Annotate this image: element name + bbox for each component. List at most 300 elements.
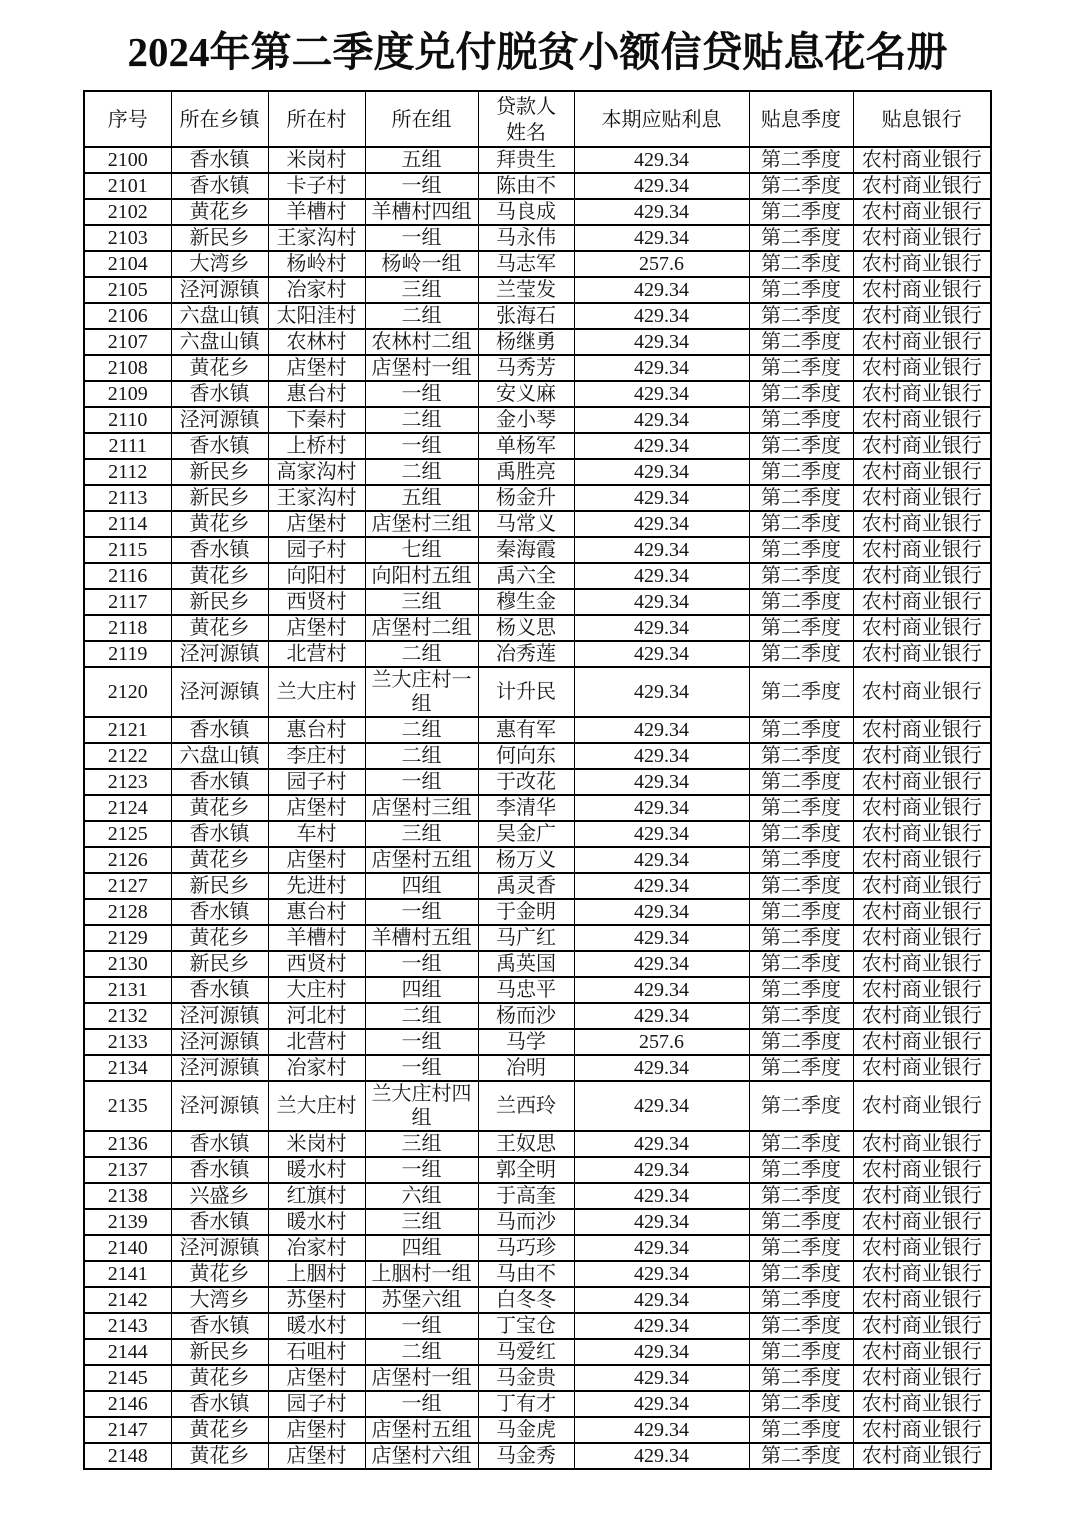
cell-group: 二组 <box>365 459 478 485</box>
cell-village: 店堡村 <box>268 1417 365 1443</box>
cell-group: 店堡村三组 <box>365 511 478 537</box>
table-header-row <box>84 91 991 147</box>
cell-interest: 429.34 <box>574 381 749 407</box>
cell-borrower-name: 杨金升 <box>478 485 574 511</box>
cell-group: 二组 <box>365 717 478 743</box>
table-row <box>84 225 991 251</box>
cell-serial: 2101 <box>84 173 171 199</box>
cell-bank: 农村商业银行 <box>853 795 991 821</box>
cell-serial: 2111 <box>84 433 171 459</box>
table-row <box>84 821 991 847</box>
cell-interest: 429.34 <box>574 795 749 821</box>
cell-serial: 2126 <box>84 847 171 873</box>
cell-village: 惠台村 <box>268 717 365 743</box>
cell-interest: 429.34 <box>574 277 749 303</box>
cell-interest: 429.34 <box>574 1209 749 1235</box>
cell-borrower-name: 杨继勇 <box>478 329 574 355</box>
cell-serial: 2144 <box>84 1339 171 1365</box>
cell-serial: 2133 <box>84 1029 171 1055</box>
cell-quarter: 第二季度 <box>749 329 853 355</box>
cell-bank: 农村商业银行 <box>853 173 991 199</box>
cell-township: 六盘山镇 <box>171 303 268 329</box>
cell-village: 卡子村 <box>268 173 365 199</box>
cell-quarter: 第二季度 <box>749 1157 853 1183</box>
table-row <box>84 899 991 925</box>
cell-quarter: 第二季度 <box>749 1183 853 1209</box>
cell-interest: 429.34 <box>574 1287 749 1313</box>
cell-village: 上桥村 <box>268 433 365 459</box>
cell-township: 新民乡 <box>171 951 268 977</box>
cell-bank: 农村商业银行 <box>853 1131 991 1157</box>
cell-serial: 2130 <box>84 951 171 977</box>
table-row <box>84 1313 991 1339</box>
table-row <box>84 1365 991 1391</box>
cell-bank: 农村商业银行 <box>853 589 991 615</box>
cell-group: 七组 <box>365 537 478 563</box>
cell-interest: 429.34 <box>574 485 749 511</box>
subsidy-roster-table <box>83 90 992 1470</box>
table-row <box>84 925 991 951</box>
cell-bank: 农村商业银行 <box>853 615 991 641</box>
cell-interest: 429.34 <box>574 1235 749 1261</box>
cell-bank: 农村商业银行 <box>853 977 991 1003</box>
cell-bank: 农村商业银行 <box>853 537 991 563</box>
cell-quarter: 第二季度 <box>749 225 853 251</box>
cell-group: 羊槽村五组 <box>365 925 478 951</box>
cell-quarter: 第二季度 <box>749 407 853 433</box>
cell-serial: 2147 <box>84 1417 171 1443</box>
cell-borrower-name: 秦海霞 <box>478 537 574 563</box>
cell-interest: 429.34 <box>574 1131 749 1157</box>
cell-serial: 2138 <box>84 1183 171 1209</box>
cell-quarter: 第二季度 <box>749 951 853 977</box>
cell-township: 香水镇 <box>171 147 268 173</box>
cell-township: 新民乡 <box>171 1339 268 1365</box>
cell-interest: 429.34 <box>574 977 749 1003</box>
cell-borrower-name: 于改花 <box>478 769 574 795</box>
cell-bank: 农村商业银行 <box>853 1365 991 1391</box>
cell-serial: 2146 <box>84 1391 171 1417</box>
cell-group: 二组 <box>365 743 478 769</box>
cell-serial: 2103 <box>84 225 171 251</box>
cell-borrower-name: 张海石 <box>478 303 574 329</box>
cell-serial: 2108 <box>84 355 171 381</box>
cell-quarter: 第二季度 <box>749 795 853 821</box>
cell-group: 羊槽村四组 <box>365 199 478 225</box>
cell-borrower-name: 马常义 <box>478 511 574 537</box>
cell-quarter: 第二季度 <box>749 615 853 641</box>
cell-village: 红旗村 <box>268 1183 365 1209</box>
table-row <box>84 615 991 641</box>
cell-village: 兰大庄村 <box>268 667 365 717</box>
cell-quarter: 第二季度 <box>749 1287 853 1313</box>
cell-village: 杨岭村 <box>268 251 365 277</box>
cell-township: 香水镇 <box>171 717 268 743</box>
page-title: 2024年第二季度兑付脱贫小额信贷贴息花名册 <box>127 29 948 75</box>
cell-township: 六盘山镇 <box>171 329 268 355</box>
cell-township: 六盘山镇 <box>171 743 268 769</box>
cell-village: 店堡村 <box>268 511 365 537</box>
cell-village: 农林村 <box>268 329 365 355</box>
cell-serial: 2128 <box>84 899 171 925</box>
cell-group: 一组 <box>365 899 478 925</box>
cell-serial: 2127 <box>84 873 171 899</box>
cell-serial: 2117 <box>84 589 171 615</box>
cell-borrower-name: 安义麻 <box>478 381 574 407</box>
cell-borrower-name: 丁宝仓 <box>478 1313 574 1339</box>
cell-group: 四组 <box>365 873 478 899</box>
cell-borrower-name: 于高奎 <box>478 1183 574 1209</box>
cell-interest: 429.34 <box>574 821 749 847</box>
cell-township: 香水镇 <box>171 381 268 407</box>
cell-interest: 429.34 <box>574 1365 749 1391</box>
cell-group: 二组 <box>365 641 478 667</box>
cell-borrower-name: 马良成 <box>478 199 574 225</box>
cell-village: 园子村 <box>268 769 365 795</box>
cell-quarter: 第二季度 <box>749 1055 853 1081</box>
cell-group: 二组 <box>365 407 478 433</box>
cell-borrower-name: 禹英国 <box>478 951 574 977</box>
cell-borrower-name: 马学 <box>478 1029 574 1055</box>
cell-village: 惠台村 <box>268 899 365 925</box>
header-interest-due: 本期应贴利息 <box>574 91 749 147</box>
cell-group: 三组 <box>365 277 478 303</box>
cell-bank: 农村商业银行 <box>853 1261 991 1287</box>
cell-village: 王家沟村 <box>268 485 365 511</box>
cell-township: 新民乡 <box>171 873 268 899</box>
cell-borrower-name: 禹六全 <box>478 563 574 589</box>
cell-borrower-name: 计升民 <box>478 667 574 717</box>
cell-interest: 429.34 <box>574 433 749 459</box>
cell-quarter: 第二季度 <box>749 1339 853 1365</box>
cell-borrower-name: 兰西玲 <box>478 1081 574 1131</box>
cell-serial: 2115 <box>84 537 171 563</box>
cell-bank: 农村商业银行 <box>853 407 991 433</box>
cell-quarter: 第二季度 <box>749 925 853 951</box>
cell-group: 向阳村五组 <box>365 563 478 589</box>
cell-bank: 农村商业银行 <box>853 899 991 925</box>
cell-quarter: 第二季度 <box>749 743 853 769</box>
header-subsidy-quarter: 贴息季度 <box>749 91 853 147</box>
cell-borrower-name: 马巧珍 <box>478 1235 574 1261</box>
cell-township: 香水镇 <box>171 1131 268 1157</box>
cell-serial: 2102 <box>84 199 171 225</box>
cell-bank: 农村商业银行 <box>853 381 991 407</box>
cell-borrower-name: 金小琴 <box>478 407 574 433</box>
table-row <box>84 485 991 511</box>
cell-township: 泾河源镇 <box>171 1029 268 1055</box>
cell-interest: 429.34 <box>574 1339 749 1365</box>
cell-serial: 2141 <box>84 1261 171 1287</box>
cell-interest: 429.34 <box>574 641 749 667</box>
cell-village: 上胭村 <box>268 1261 365 1287</box>
table-row <box>84 329 991 355</box>
cell-bank: 农村商业银行 <box>853 769 991 795</box>
cell-group: 四组 <box>365 977 478 1003</box>
table-row <box>84 1235 991 1261</box>
cell-interest: 429.34 <box>574 355 749 381</box>
table-row <box>84 537 991 563</box>
cell-interest: 429.34 <box>574 589 749 615</box>
cell-quarter: 第二季度 <box>749 1365 853 1391</box>
table-row <box>84 1443 991 1469</box>
cell-borrower-name: 冶秀莲 <box>478 641 574 667</box>
cell-quarter: 第二季度 <box>749 199 853 225</box>
cell-bank: 农村商业银行 <box>853 821 991 847</box>
cell-township: 黄花乡 <box>171 795 268 821</box>
cell-bank: 农村商业银行 <box>853 1313 991 1339</box>
cell-serial: 2131 <box>84 977 171 1003</box>
cell-village: 冶家村 <box>268 277 365 303</box>
cell-interest: 429.34 <box>574 1183 749 1209</box>
cell-bank: 农村商业银行 <box>853 1209 991 1235</box>
header-village: 所在村 <box>268 91 365 147</box>
cell-quarter: 第二季度 <box>749 1081 853 1131</box>
cell-village: 店堡村 <box>268 615 365 641</box>
cell-bank: 农村商业银行 <box>853 743 991 769</box>
cell-village: 苏堡村 <box>268 1287 365 1313</box>
cell-interest: 257.6 <box>574 251 749 277</box>
cell-bank: 农村商业银行 <box>853 1055 991 1081</box>
cell-borrower-name: 吴金广 <box>478 821 574 847</box>
cell-borrower-name: 马金虎 <box>478 1417 574 1443</box>
cell-township: 新民乡 <box>171 589 268 615</box>
cell-township: 泾河源镇 <box>171 277 268 303</box>
cell-serial: 2136 <box>84 1131 171 1157</box>
cell-village: 李庄村 <box>268 743 365 769</box>
table-row <box>84 1055 991 1081</box>
cell-borrower-name: 马由不 <box>478 1261 574 1287</box>
cell-serial: 2110 <box>84 407 171 433</box>
cell-township: 香水镇 <box>171 537 268 563</box>
cell-quarter: 第二季度 <box>749 1029 853 1055</box>
cell-bank: 农村商业银行 <box>853 847 991 873</box>
cell-serial: 2100 <box>84 147 171 173</box>
cell-bank: 农村商业银行 <box>853 1029 991 1055</box>
cell-township: 香水镇 <box>171 977 268 1003</box>
cell-village: 米岗村 <box>268 147 365 173</box>
cell-township: 泾河源镇 <box>171 641 268 667</box>
cell-village: 西贤村 <box>268 589 365 615</box>
cell-township: 黄花乡 <box>171 1261 268 1287</box>
cell-township: 兴盛乡 <box>171 1183 268 1209</box>
cell-quarter: 第二季度 <box>749 277 853 303</box>
cell-village: 暖水村 <box>268 1157 365 1183</box>
cell-borrower-name: 单杨军 <box>478 433 574 459</box>
cell-interest: 429.34 <box>574 1003 749 1029</box>
cell-interest: 429.34 <box>574 847 749 873</box>
cell-borrower-name: 马而沙 <box>478 1209 574 1235</box>
cell-bank: 农村商业银行 <box>853 1183 991 1209</box>
cell-borrower-name: 杨而沙 <box>478 1003 574 1029</box>
cell-group: 一组 <box>365 225 478 251</box>
cell-township: 黄花乡 <box>171 925 268 951</box>
cell-serial: 2113 <box>84 485 171 511</box>
cell-borrower-name: 白冬冬 <box>478 1287 574 1313</box>
cell-township: 新民乡 <box>171 225 268 251</box>
cell-borrower-name: 杨万义 <box>478 847 574 873</box>
cell-village: 园子村 <box>268 537 365 563</box>
cell-borrower-name: 杨义思 <box>478 615 574 641</box>
cell-interest: 429.34 <box>574 225 749 251</box>
cell-interest: 429.34 <box>574 329 749 355</box>
cell-village: 暖水村 <box>268 1313 365 1339</box>
table-row <box>84 1157 991 1183</box>
cell-group: 杨岭一组 <box>365 251 478 277</box>
cell-quarter: 第二季度 <box>749 459 853 485</box>
cell-serial: 2137 <box>84 1157 171 1183</box>
cell-serial: 2139 <box>84 1209 171 1235</box>
cell-group: 五组 <box>365 147 478 173</box>
cell-group: 三组 <box>365 821 478 847</box>
cell-quarter: 第二季度 <box>749 847 853 873</box>
cell-bank: 农村商业银行 <box>853 433 991 459</box>
table-row <box>84 1339 991 1365</box>
cell-quarter: 第二季度 <box>749 977 853 1003</box>
cell-serial: 2129 <box>84 925 171 951</box>
cell-borrower-name: 陈由不 <box>478 173 574 199</box>
cell-borrower-name: 马忠平 <box>478 977 574 1003</box>
header-subsidy-bank: 贴息银行 <box>853 91 991 147</box>
cell-quarter: 第二季度 <box>749 1313 853 1339</box>
cell-group: 一组 <box>365 433 478 459</box>
cell-bank: 农村商业银行 <box>853 199 991 225</box>
cell-bank: 农村商业银行 <box>853 925 991 951</box>
table-row <box>84 511 991 537</box>
table-row <box>84 641 991 667</box>
cell-township: 黄花乡 <box>171 847 268 873</box>
cell-interest: 429.34 <box>574 1055 749 1081</box>
cell-township: 大湾乡 <box>171 1287 268 1313</box>
cell-village: 店堡村 <box>268 1365 365 1391</box>
cell-interest: 429.34 <box>574 1081 749 1131</box>
cell-bank: 农村商业银行 <box>853 1157 991 1183</box>
header-borrower-name: 贷款人姓名 <box>478 91 574 147</box>
cell-group: 二组 <box>365 303 478 329</box>
cell-group: 五组 <box>365 485 478 511</box>
cell-township: 香水镇 <box>171 821 268 847</box>
cell-township: 黄花乡 <box>171 615 268 641</box>
cell-quarter: 第二季度 <box>749 821 853 847</box>
cell-interest: 429.34 <box>574 537 749 563</box>
cell-township: 泾河源镇 <box>171 407 268 433</box>
cell-group: 店堡村二组 <box>365 615 478 641</box>
table-row <box>84 173 991 199</box>
cell-quarter: 第二季度 <box>749 1261 853 1287</box>
cell-village: 米岗村 <box>268 1131 365 1157</box>
cell-interest: 429.34 <box>574 199 749 225</box>
cell-township: 香水镇 <box>171 1391 268 1417</box>
table-row <box>84 847 991 873</box>
cell-serial: 2107 <box>84 329 171 355</box>
cell-serial: 2132 <box>84 1003 171 1029</box>
cell-serial: 2121 <box>84 717 171 743</box>
cell-township: 黄花乡 <box>171 563 268 589</box>
cell-group: 店堡村六组 <box>365 1443 478 1469</box>
cell-township: 香水镇 <box>171 899 268 925</box>
cell-serial: 2123 <box>84 769 171 795</box>
cell-serial: 2104 <box>84 251 171 277</box>
cell-interest: 429.34 <box>574 951 749 977</box>
cell-group: 六组 <box>365 1183 478 1209</box>
table-row <box>84 589 991 615</box>
cell-bank: 农村商业银行 <box>853 277 991 303</box>
cell-serial: 2105 <box>84 277 171 303</box>
cell-village: 羊槽村 <box>268 199 365 225</box>
cell-township: 香水镇 <box>171 1157 268 1183</box>
cell-serial: 2119 <box>84 641 171 667</box>
cell-group: 一组 <box>365 1029 478 1055</box>
cell-borrower-name: 马广红 <box>478 925 574 951</box>
cell-borrower-name: 马金秀 <box>478 1443 574 1469</box>
cell-bank: 农村商业银行 <box>853 511 991 537</box>
cell-borrower-name: 何向东 <box>478 743 574 769</box>
cell-interest: 429.34 <box>574 769 749 795</box>
header-township: 所在乡镇 <box>171 91 268 147</box>
cell-township: 大湾乡 <box>171 251 268 277</box>
cell-serial: 2140 <box>84 1235 171 1261</box>
cell-group: 一组 <box>365 1055 478 1081</box>
cell-quarter: 第二季度 <box>749 537 853 563</box>
cell-quarter: 第二季度 <box>749 899 853 925</box>
cell-group: 二组 <box>365 1339 478 1365</box>
cell-serial: 2116 <box>84 563 171 589</box>
table-row <box>84 407 991 433</box>
cell-village: 西贤村 <box>268 951 365 977</box>
cell-bank: 农村商业银行 <box>853 563 991 589</box>
cell-interest: 429.34 <box>574 1417 749 1443</box>
table-row <box>84 1391 991 1417</box>
cell-borrower-name: 兰莹发 <box>478 277 574 303</box>
cell-township: 黄花乡 <box>171 1365 268 1391</box>
cell-village: 向阳村 <box>268 563 365 589</box>
cell-township: 泾河源镇 <box>171 1081 268 1131</box>
cell-township: 泾河源镇 <box>171 1055 268 1081</box>
cell-group: 店堡村三组 <box>365 795 478 821</box>
header-serial: 序号 <box>84 91 171 147</box>
cell-village: 店堡村 <box>268 1443 365 1469</box>
cell-quarter: 第二季度 <box>749 1417 853 1443</box>
table-row <box>84 667 991 717</box>
table-row <box>84 1287 991 1313</box>
cell-serial: 2109 <box>84 381 171 407</box>
cell-group: 一组 <box>365 381 478 407</box>
cell-village: 王家沟村 <box>268 225 365 251</box>
cell-quarter: 第二季度 <box>749 511 853 537</box>
cell-borrower-name: 惠有军 <box>478 717 574 743</box>
cell-village: 高家沟村 <box>268 459 365 485</box>
cell-village: 大庄村 <box>268 977 365 1003</box>
cell-borrower-name: 穆生金 <box>478 589 574 615</box>
table-row <box>84 381 991 407</box>
cell-bank: 农村商业银行 <box>853 251 991 277</box>
table-row <box>84 251 991 277</box>
cell-serial: 2135 <box>84 1081 171 1131</box>
cell-quarter: 第二季度 <box>749 147 853 173</box>
cell-bank: 农村商业银行 <box>853 1081 991 1131</box>
cell-serial: 2125 <box>84 821 171 847</box>
cell-borrower-name: 禹灵香 <box>478 873 574 899</box>
cell-quarter: 第二季度 <box>749 355 853 381</box>
cell-quarter: 第二季度 <box>749 641 853 667</box>
cell-village: 先进村 <box>268 873 365 899</box>
cell-village: 车村 <box>268 821 365 847</box>
cell-interest: 429.34 <box>574 1261 749 1287</box>
cell-serial: 2112 <box>84 459 171 485</box>
cell-bank: 农村商业银行 <box>853 873 991 899</box>
table-row <box>84 199 991 225</box>
cell-bank: 农村商业银行 <box>853 1417 991 1443</box>
